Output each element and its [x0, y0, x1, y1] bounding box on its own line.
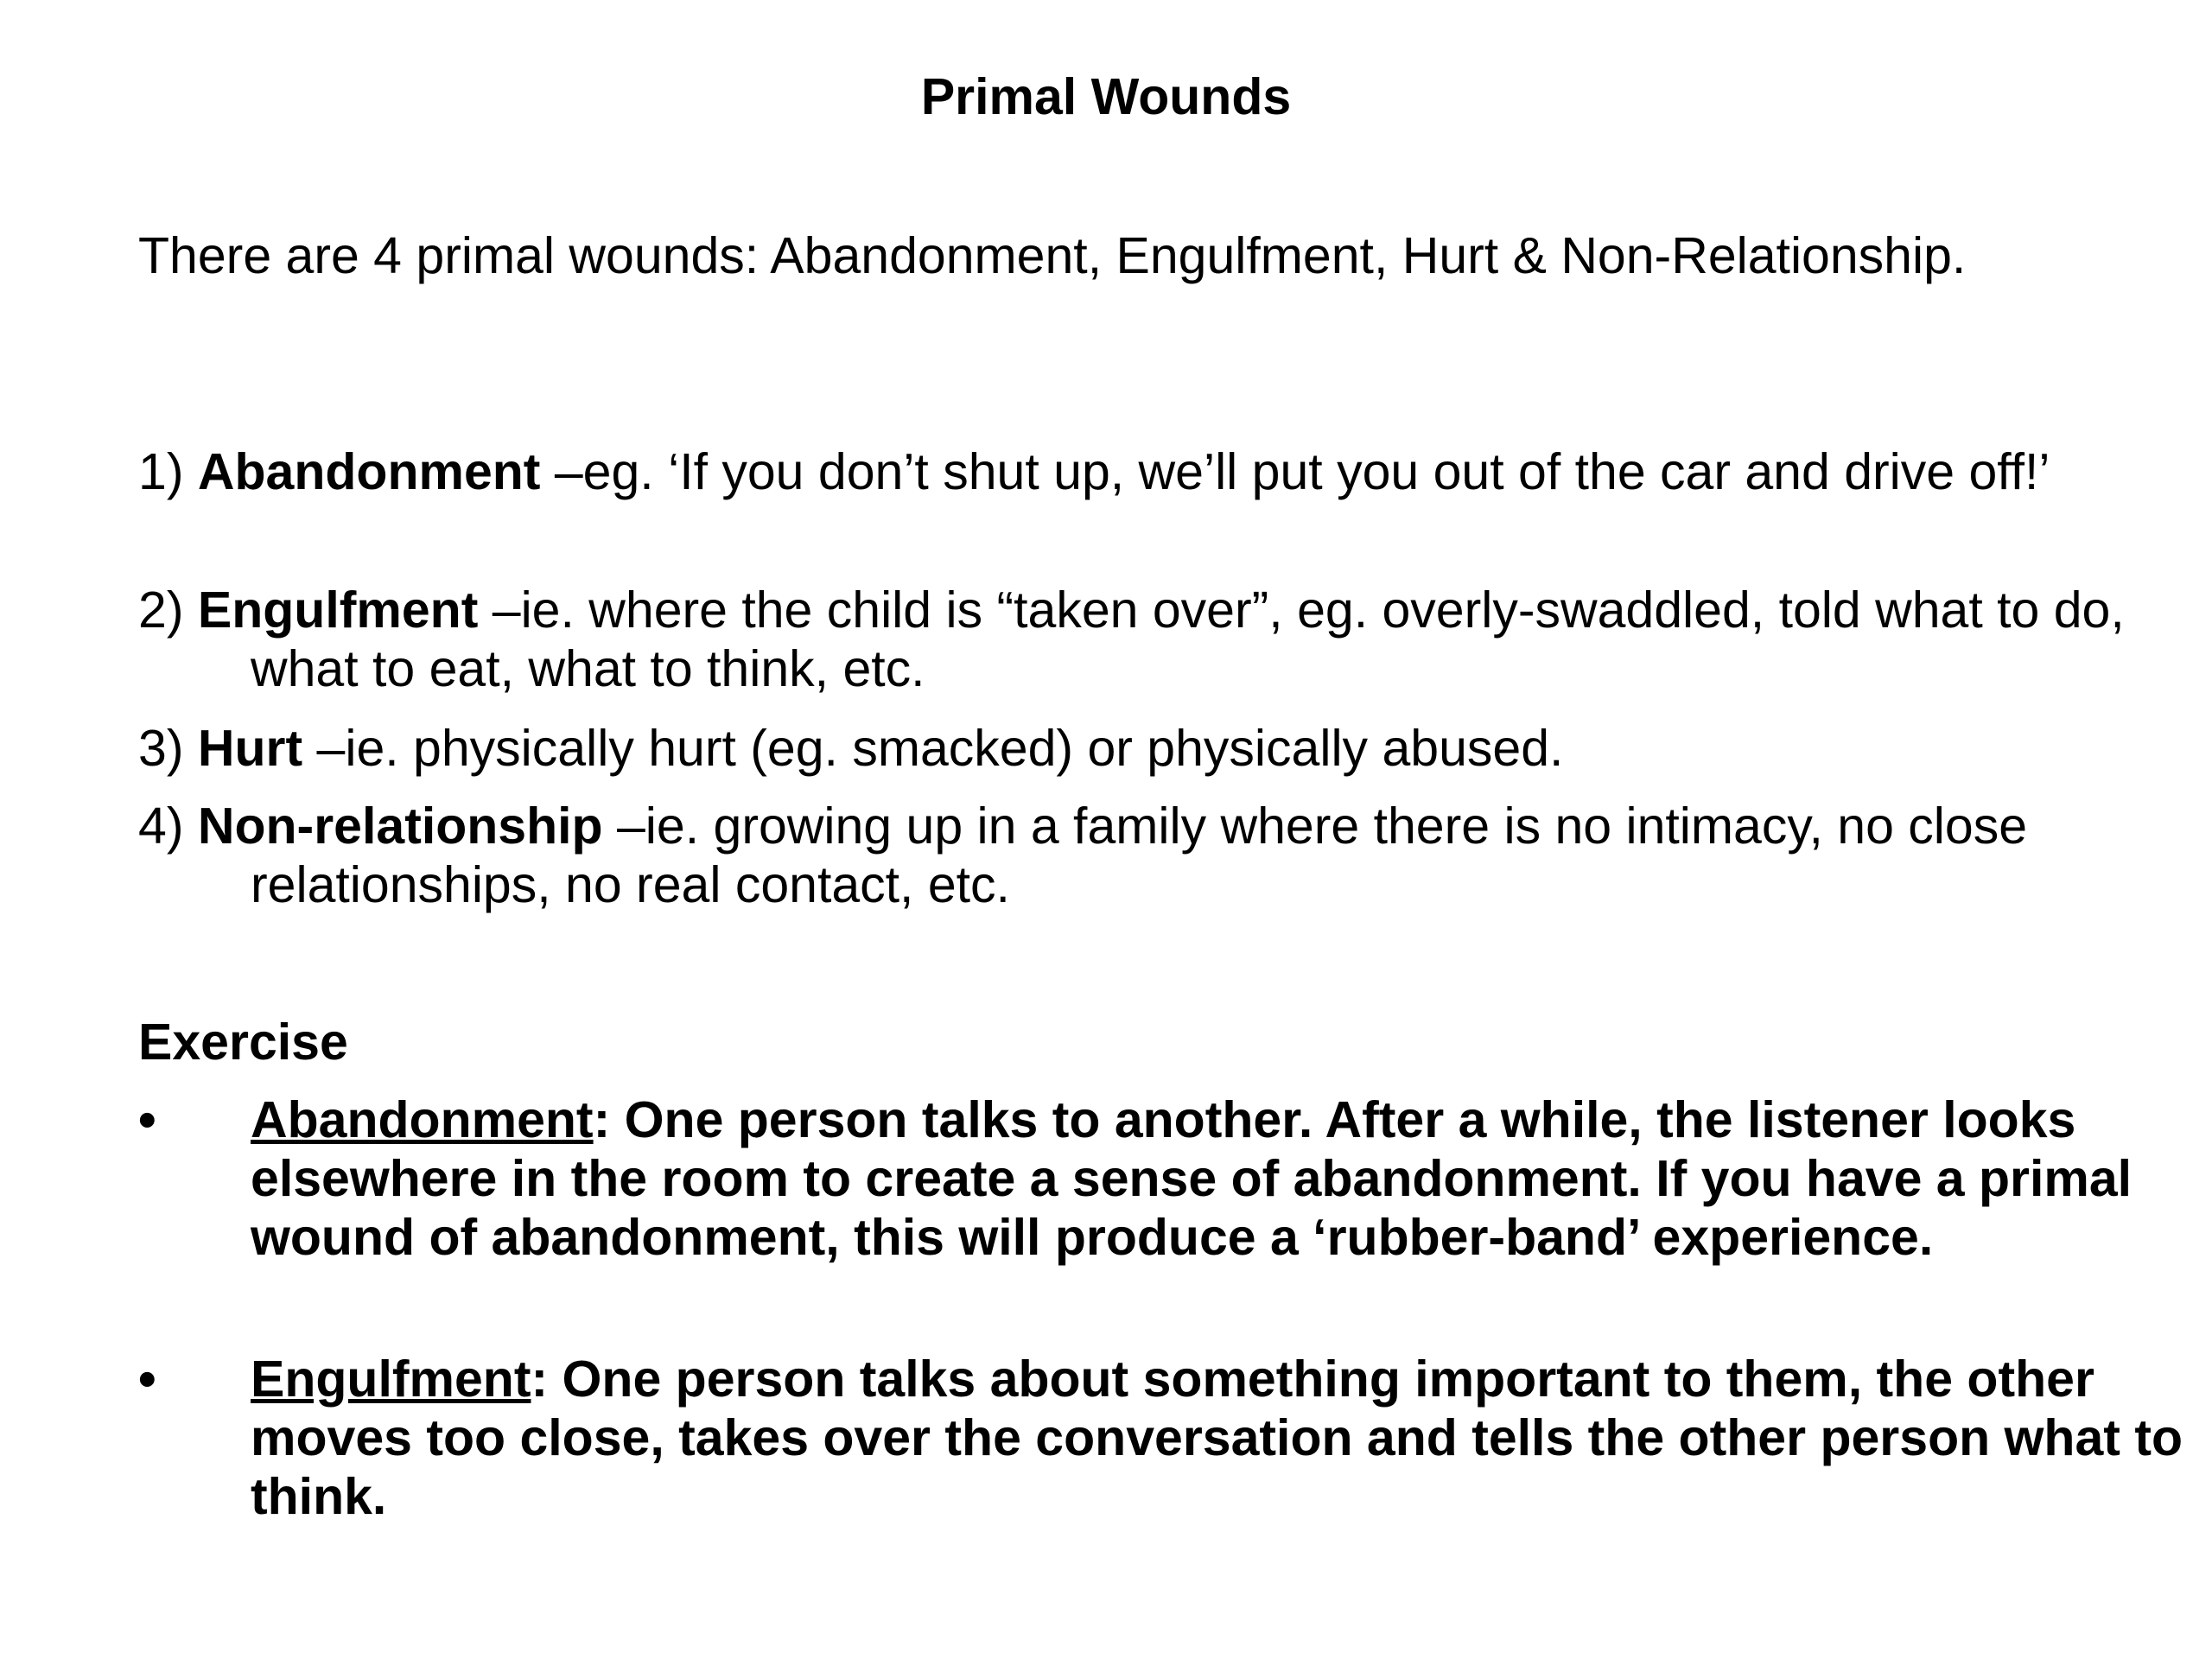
wound-description: –eg. ‘If you don’t shut up, we’ll put you out of the car and drive off!’ [540, 443, 2050, 500]
wound-item-engulfment [138, 581, 2212, 698]
exercise-heading: Exercise [138, 1014, 348, 1071]
wound-description: –ie. where the child is “taken over”, eg. overly-swaddled, told what to do, what to eat, what to think, etc. [251, 582, 2125, 697]
wound-number: 2) [138, 582, 184, 639]
wound-number: 4) [138, 798, 184, 855]
bullet-icon: • [138, 1351, 156, 1408]
wound-name: Abandonment [197, 443, 541, 500]
wound-name: Non-relationship [197, 798, 603, 855]
wound-name: Hurt [197, 720, 303, 777]
exercise-term: Engulfment [251, 1351, 531, 1408]
wound-item-hurt [138, 719, 2212, 778]
wound-description: –ie. physically hurt (eg. smacked) or physically abused. [302, 720, 1564, 777]
exercise-item-abandonment [138, 1090, 2203, 1267]
exercise-text: : One person talks about something important to them, the other moves too close, takes over the conversation and tells the other person what to think. [251, 1351, 2183, 1525]
wound-item-abandonment [138, 442, 2212, 501]
exercise-term: Abandonment [251, 1091, 594, 1148]
wound-number: 3) [138, 720, 184, 777]
bullet-icon: • [138, 1091, 156, 1148]
exercise-text: : One person talks to another. After a while, the listener looks elsewhere in the room to create a sense of abandonment. If you have a primal wound of abandonment, this will produce a ‘rubber-band’ experience. [251, 1091, 2133, 1266]
wound-item-non-relationship [138, 797, 2212, 914]
intro-text: There are 4 primal wounds: Abandonment, Engulfment, Hurt & Non-Relationship. [138, 227, 1967, 284]
slide-title: Primal Wounds [920, 68, 1292, 125]
wound-name: Engulfment [197, 582, 479, 639]
wound-number: 1) [138, 443, 184, 500]
exercise-item-engulfment [138, 1350, 2203, 1526]
wound-description: –ie. growing up in a family where there is no intimacy, no close relationships, no real contact, etc. [251, 798, 2028, 913]
